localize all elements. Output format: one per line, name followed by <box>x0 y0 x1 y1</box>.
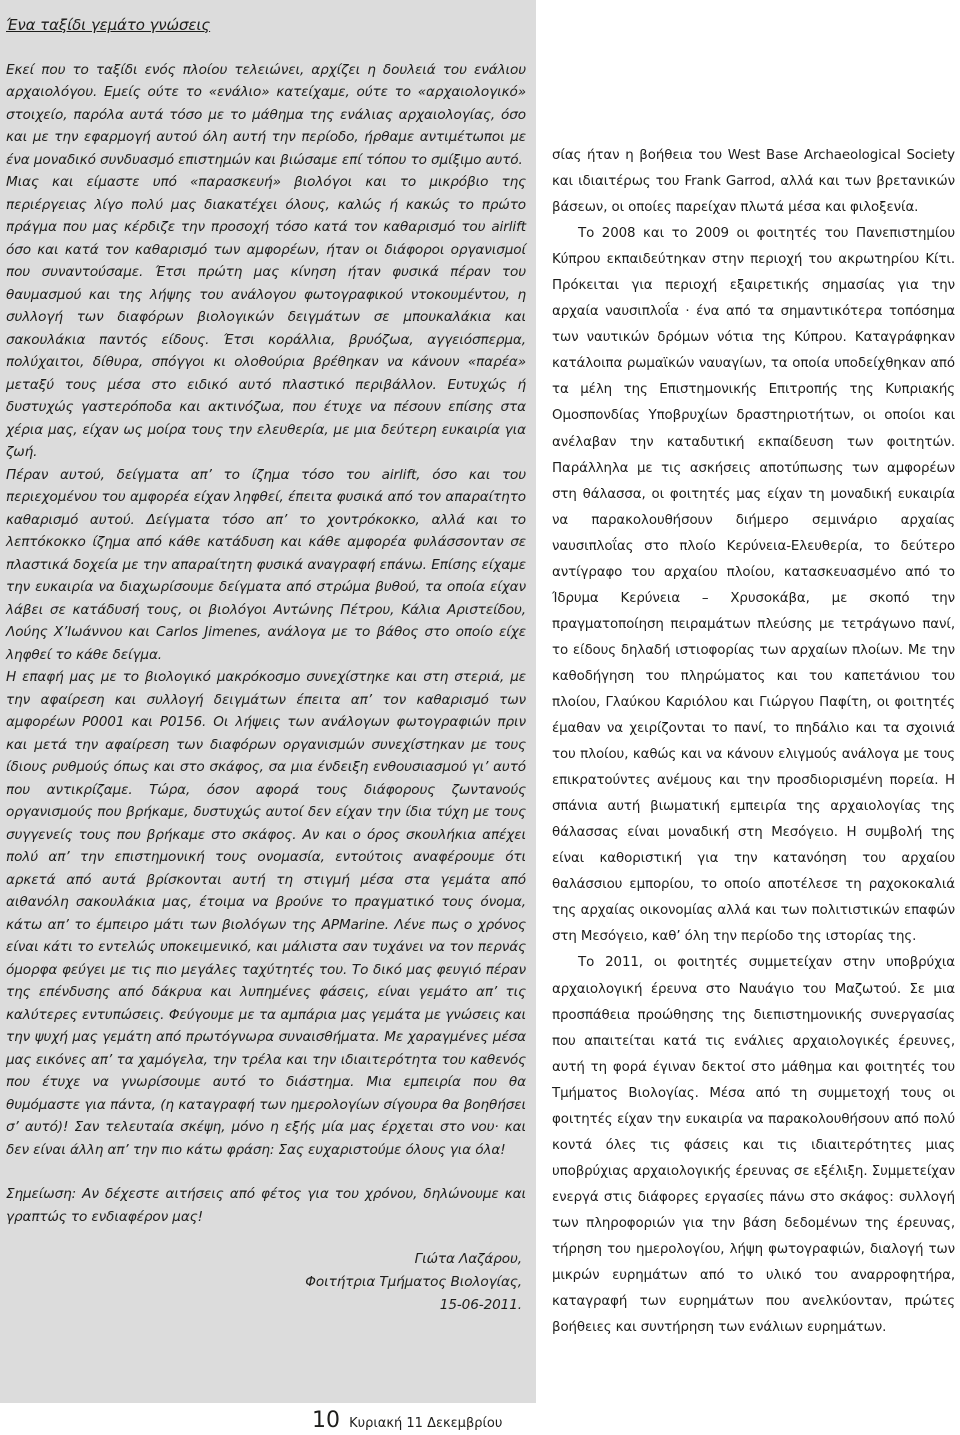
sidebar-paragraph: Εκεί που το ταξίδι ενός πλοίου τελειώνει, αρχίζει η δουλειά του ενάλιου αρχαιολόγου. Εμείς ούτε το «ενάλιο» κατείχαμε, ούτε το «αρχαιολογικό» στοιχείο, παρόλα αυτά τόσο με το μάθημα της ενάλιας αρχαιολογίας, όσο και με την εφαρμογή αυτού όλη αυτή την περίοδο, ήρθαμε αντιμέτωποι με ένα μοναδικό συνδυασμό επιστημών και βιώσαμε επί τόπου το σμίξιμο αυτό. <box>6 61 526 168</box>
body-paragraph: Το 2008 και το 2009 οι φοιτητές του Πανεπιστημίου Κύπρου εκπαιδεύτηκαν στην περιοχή του ακρωτηρίου Κίτι. Πρόκειται για περιοχή εξαιρετικής σημασίας για την αρχαία ναυσιπλοΐα · ένα από τα σημαντικότερα τοπόσημα των ναυτικών δρόμων νότια της Κύπρου. Καταγράφηκαν κατάλοιπα ρωμαϊκών ναυαγίων, τα οποία υποδείχθηκαν από τα μέλη της Επιστημονικής Επιτροπής της Κυπριακής Ομοσπονδίας Υποβρυχίων δραστηριοτήτων, οι οποίοι και ανέλαβαν την καταδυτική εκπαίδευση των φοιτητών. Παράλληλα με τις ασκήσεις αποτύπωσης των αμφορέων στη θάλασσα, οι φοιτητές μας είχαν τη μοναδική ευκαιρία να παρακολουθήσουν διήμερο σεμινάριο αρχαίας ναυσιπλοΐας στο πλοίο Κερύνεια-Ελευθερία, το δεύτερο αντίγραφο του αρχαίου πλοίου, κατασκευασμένο από το Ίδρυμα Κερύνεια – Χρυσοκάβα, με σκοπό την πραγματοποίηση πειραμάτων πλεύσης με τετράγωνο πανί, το είδους δηλαδή ιστιοφορίας των αρχαίων πλοίων. Με την καθοδήγηση του πληρώματος και του καπετάνιου του πλοίου, Γλαύκου Καριόλου και Γιώργου Παφίτη, οι φοιτητές έμαθαν να χειρίζονται το πανί, το πηδάλιο και τα σχοινιά του πλοίου, καθώς και να κάνουν ελιγμούς ανάλογα με τους επικρατούντες ανέμους και την προσδιορισμένη πορεία. Η σπάνια αυτή βιωματική εμπειρία της αρχαιολογίας της θάλασσας είναι μοναδική στη Μεσόγειο. Η συμβολή της είναι καθοριστική για την κατανόηση του αρχαίου θαλάσσιου εμπορίου, το οποίο αποτέλεσε τη ραχοκοκαλιά της αρχαίας οικονομίας αλλά και των πολιτιστικών επαφών στη Μεσόγειο, καθ’ όλη την περίοδο της ιστορίας της. <box>552 226 955 945</box>
article-main-column <box>552 143 955 1341</box>
body-paragraph: σίας ήταν η βοήθεια του West Base Archaeological Society και ιδιαιτέρως του Frank Garrod, αλλά και των βρετανικών βάσεων, οι οποίες παρείχαν πλωτά μέσα και φιλοξενία. <box>552 148 955 216</box>
sidebar-paragraph: Πέραν αυτού, δείγματα απ’ το ίζημα τόσο του airlift, όσο και του περιεχομένου του αμφορέα είχαν ληφθεί, έπειτα φυσικά από τον απαραίτητο καθαρισμό αυτού. Δείγματα τόσο απ’ το χοντρόκοκκο, αλλά και το λεπτόκοκκο ίζημα από κάθε κατάδυση και κάθε αμφορέα φυλάσσονταν σε πλαστικά δοχεία με την απαραίτητη φυσικά αναγραφή επάνω. Επίσης είχαμε την ευκαιρία να διαχωρίσουμε δείγματα από στρώμα βυθού, τα οποία είχαν λάβει σε κατάδυσή τους, οι βιολόγοι Αντώνης Πέτρου, Κάλια Αριστείδου, Λούης Χ’Ιωάννου και Carlos Jimenes, ανάλογα με το βάθος στο οποίο είχε ληφθεί το κάθε δείγμα. <box>6 466 526 663</box>
article-title: Ένα ταξίδι γεμάτο γνώσεις <box>6 16 211 34</box>
note-paragraph: Σημείωση: Αν δέχεστε αιτήσεις από φέτος για του χρόνου, δηλώνουμε και γραπτώς το ενδιαφέρον μας! <box>6 1186 526 1225</box>
footer-date-label: Κυριακή 11 Δεκεμβρίου <box>349 1416 503 1431</box>
signature-block <box>6 1248 526 1317</box>
author-role: Φοιτήτρια Τμήματος Βιολογίας, <box>305 1274 522 1290</box>
signature-date: 15-06-2011. <box>439 1297 522 1313</box>
page-footer <box>312 1408 502 1433</box>
article-sidebar-column <box>6 14 526 1317</box>
author-name: Γιώτα Λαζάρου, <box>414 1251 522 1267</box>
sidebar-paragraph: Η επαφή μας με το βιολογικό μακρόκοσμο συνεχίστηκε και στη στεριά, με την αφαίρεση και συλλογή δειγμάτων έπειτα απ’ τον καθαρισμό των αμφορέων P0001 και P0156. Οι λήψεις των ανάλογων φωτογραφιών πριν και μετά την αφαίρεση των διαφόρων οργανισμών συνεχίστηκαν με τους ίδιους ρυθμούς όπως και στο σκάφος, σα μια ένδειξη ενθουσιασμού γι’ αυτό που αντικρίζαμε. Τώρα, όσον αφορά τους διάφορους ζωντανούς οργανισμούς που βρήκαμε, δυστυχώς αυτοί δεν είχαν την ίδια τύχη με τους συγγενείς τους που βρήκαμε στο σκάφος. Αν και ο όρος σκουλήκια απέχει πολύ απ’ την επιστημονική τους ονομασία, εντούτοις αναφέρουμε ότι αρκετά από αυτά βρίσκονται αυτή τη στιγμή μέσα στα γεμάτα από αιθανόλη σακουλάκια μας, έτοιμα να βρούνε το πραγματικό τους όνομα, κάτω απ’ το έμπειρο μάτι των βιολόγων της APMarine. Λένε πως ο χρόνος είναι κάτι το εντελώς υποκειμενικό, και μάλιστα σαν τυχάνει να τον περνάς όμορφα φεύγει με τις πιο μεγάλες ταχύτητές του. Το δικό μας φευγιό πέραν της επένδυσης από δάκρυα και λυπημένες φάσεις, είναι γεμάτο απ’ τις καλύτερες εντυπώσεις. Φεύγουμε με τα αμπάρια μας γεμάτα με γνώσεις και την ψυχή μας γεμάτη από πρωτόγνωρα συναισθήματα. Με χαραγμένες μέσα μας εικόνες απ’ τα χαμόγελα, την τρέλα και την ιδιαιτερότητα του καθενός που έτυχε να γνωρίσουμε αυτό το διάστημα. Μια εμπειρία που θα θυμόμαστε για πάντα, (η καταγραφή των ημερολογίων σίγουρα θα βοηθήσει σ’ αυτό)! Σαν τελευταία σκέψη, μόνο η εξής μία μας έρχεται στο νου· και δεν είναι άλλη απ’ την πιο κάτω φράση: Σας ευχαριστούμε όλους για όλα! <box>6 669 526 1158</box>
page-number: 10 <box>312 1408 340 1433</box>
body-paragraph: Το 2011, οι φοιτητές συμμετείχαν στην υποβρύχια αρχαιολογική έρευνα στο Ναυάγιο του Μαζωτού. Σε μια προσπάθεια προώθησης της διεπιστημονικής συνεργασίας που απαιτείται κατά τις ενάλιες αρχαιολογικές έρευνες, αυτή τη φορά έγιναν δεκτοί στο μάθημα και φοιτητές του Τμήματος Βιολογίας. Μέσα από τη συμμετοχή τους οι φοιτητές είχαν την ευκαιρία να παρακολουθήσουν από πολύ κοντά όλες τις φάσεις και τις ιδιαιτερότητες μιας υποβρύχιας αρχαιολογικής έρευνας σε εξέλιξη. Συμμετείχαν ενεργά στις διάφορες εργασίες πάνω στο σκάφος: συλλογή των πληροφοριών για την βάση δεδομένων της έρευνας, τήρηση του ημερολογίου, λήψη φωτογραφιών, διαλογή των μικρών ευρημάτων από το υλικό του αναρροφητήρα, καταγραφή των ευρημάτων που ανελκύονταν, πρώτες βοήθειες και συντήρηση των ενάλιων ευρημάτων. <box>552 955 955 1336</box>
sidebar-paragraph: Μιας και είμαστε υπό «παρασκευή» βιολόγοι και το μικρόβιο της περιέργειας λίγο πολύ μας διακατέχει όλους, καλώς ή κακώς το πρώτο πράγμα που μας κέρδιζε την προσοχή τόσο κατά τον καθαρισμό του airlift όσο και κατά τον καθαρισμό των αμφορέων, ήταν οι διάφοροι οργανισμοί που συναντούσαμε. Έτσι πρώτη μας κίνηση ήταν φυσικά πέραν του θαυμασμού και της λήψης του ανάλογου φωτογραφικού ντοκουμέντου, η συλλογή των διαφόρων βιολογικών δειγμάτων σε μπουκαλάκια και σακουλάκια παντός είδους. Έτσι κοράλλια, βρυόζωα, αγγειόσπερμα, πολύχαιτοι, δίθυρα, σπόγγοι κι ολοθούρια βρέθηκαν να κάνουν «παρέα» μεταξύ τους μέσα στο ειδικό αυτό πλαστικό περιβάλλον. Ευτυχώς ή δυστυχώς γαστερόποδα και ακτινόζωα, που έτυχε να πέσουν επίσης στα χέρια μας, είχαν ως μοίρα τους την ελευθερία, με μια δεύτερη ευκαιρία για ζωή. <box>6 174 526 460</box>
